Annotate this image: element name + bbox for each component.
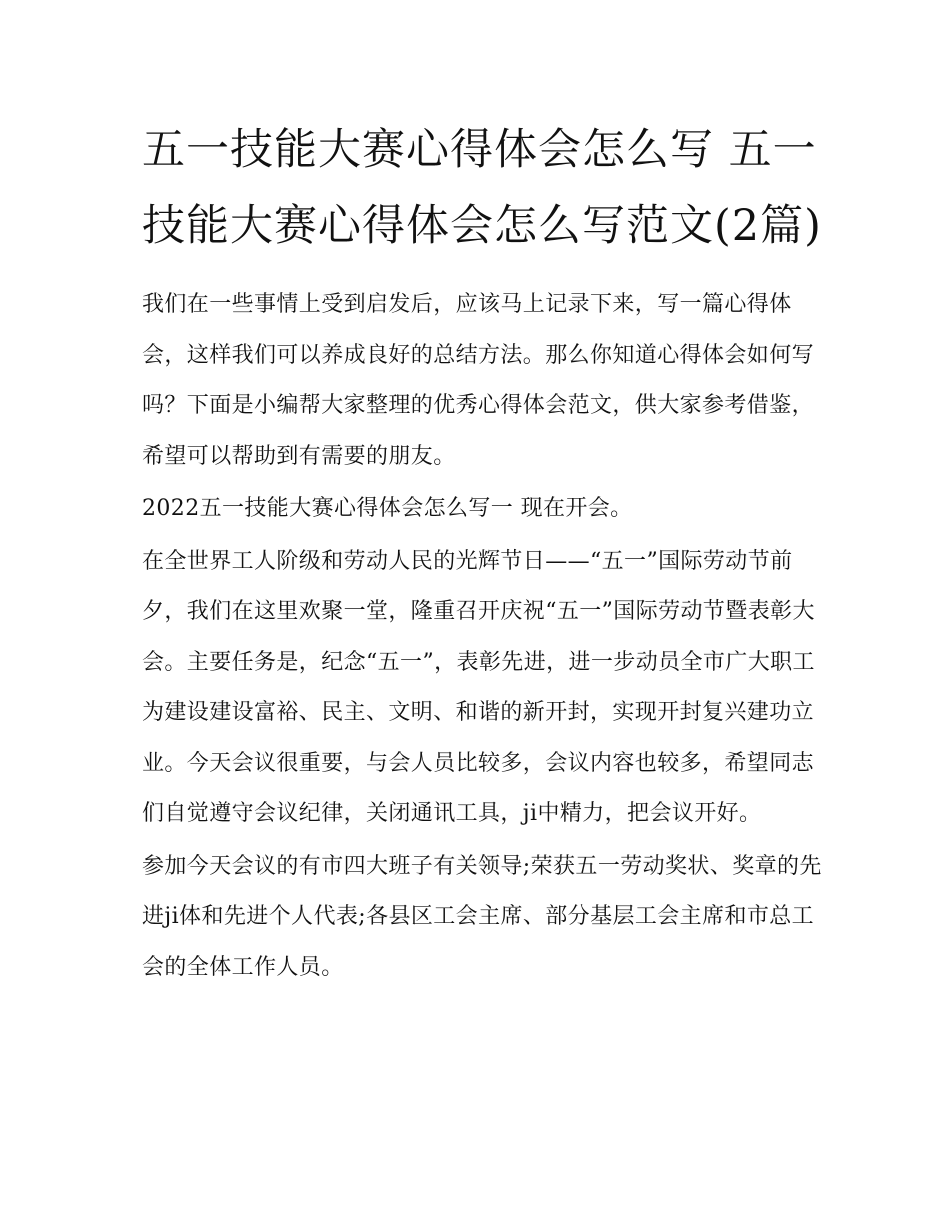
body-paragraph-opening: 在全世界工人阶级和劳动人民的光辉节日——“五一”国际劳动节前夕，我们在这里欢聚一堂，隆重召开庆祝“五一”国际劳动节暨表彰大会。主要任务是，纪念“五一”，表彰先进，进一步动员全市广大职工为建设建设富裕、民主、文明、和谐的新开封，实现开封复兴建功立业。今天会议很重要，与会人员比较多，会议内容也较多，希望同志们自觉遵守会议纪律，关闭通讯工具，ji中精力，把会议开好。 — [142, 548, 815, 826]
document-title: 五一技能大赛心得体会怎么写 五一技能大赛心得体会怎么写范文(2篇) — [142, 125, 822, 251]
body-paragraph-attendees: 参加今天会议的有市四大班子有关领导;荣获五一劳动奖状、奖章的先进ji体和先进个人代表;各县区工会主席、部分基层工会主席和市总工会的全体工作人员。 — [142, 853, 822, 980]
body-paragraph-intro: 我们在一些事情上受到启发后，应该马上记录下来，写一篇心得体会，这样我们可以养成良好的总结方法。那么你知道心得体会如何写吗？下面是小编帮大家整理的优秀心得体会范文，供大家参考借鉴，希望可以帮助到有需要的朋友。 — [142, 292, 815, 469]
document-page — [142, 112, 822, 995]
body-paragraph-heading: 2022五一技能大赛心得体会怎么写一 现在开会。 — [142, 496, 633, 521]
